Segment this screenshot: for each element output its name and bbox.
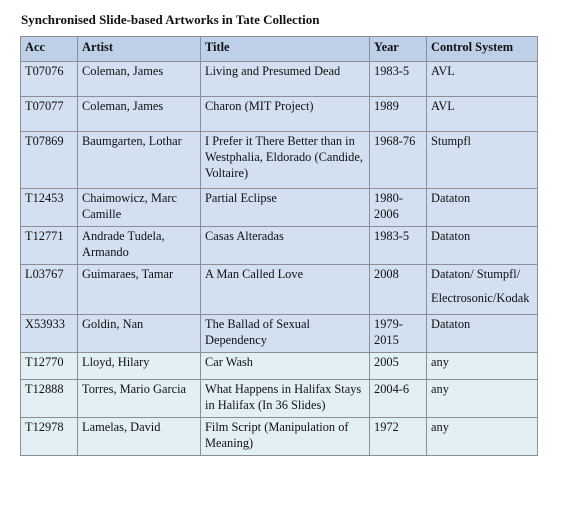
cell-control-system: any <box>427 418 538 456</box>
cell-year: 1983-5 <box>370 62 427 97</box>
cell-acc: T12770 <box>21 353 78 380</box>
cell-control-system: Dataton <box>427 227 538 265</box>
cell-year: 2005 <box>370 353 427 380</box>
cell-artist: Baumgarten, Lothar <box>78 132 201 189</box>
column-header-artist: Artist <box>78 37 201 62</box>
cell-artist: Torres, Mario Garcia <box>78 380 201 418</box>
cell-control-system <box>427 265 538 315</box>
cell-title: Film Script (Manipulation of Meaning) <box>201 418 370 456</box>
cell-title: Car Wash <box>201 353 370 380</box>
cell-artist: Coleman, James <box>78 62 201 97</box>
cell-year: 1980-2006 <box>370 189 427 227</box>
table-header-row <box>21 37 538 62</box>
table-row <box>21 189 538 227</box>
cell-acc: T12771 <box>21 227 78 265</box>
table-row <box>21 315 538 353</box>
cell-artist: Coleman, James <box>78 97 201 132</box>
cell-title: A Man Called Love <box>201 265 370 315</box>
table-row <box>21 227 538 265</box>
cell-year: 1968-76 <box>370 132 427 189</box>
cell-acc: T07077 <box>21 97 78 132</box>
cell-control-system: any <box>427 353 538 380</box>
cell-acc: T12453 <box>21 189 78 227</box>
column-header-year: Year <box>370 37 427 62</box>
cell-year: 1989 <box>370 97 427 132</box>
cell-control-system: any <box>427 380 538 418</box>
cell-acc: T12888 <box>21 380 78 418</box>
cell-artist: Andrade Tudela, Armando <box>78 227 201 265</box>
column-header-acc: Acc <box>21 37 78 62</box>
cell-title: Charon (MIT Project) <box>201 97 370 132</box>
table-row <box>21 380 538 418</box>
cell-year: 2008 <box>370 265 427 315</box>
cell-artist: Chaimowicz, Marc Camille <box>78 189 201 227</box>
cell-year: 1979-2015 <box>370 315 427 353</box>
cell-year: 1983-5 <box>370 227 427 265</box>
cell-title: The Ballad of Sexual Dependency <box>201 315 370 353</box>
cell-control-system: AVL <box>427 62 538 97</box>
cell-control-system: Stumpfl <box>427 132 538 189</box>
table-row <box>21 265 538 315</box>
cell-control-system: AVL <box>427 97 538 132</box>
artworks-table <box>20 36 538 456</box>
control-system-line: Dataton/ Stumpfl/ <box>431 267 521 281</box>
cell-title: What Happens in Halifax Stays in Halifax (In 36 Slides) <box>201 380 370 418</box>
table-row <box>21 418 538 456</box>
table-row <box>21 353 538 380</box>
cell-control-system: Dataton <box>427 315 538 353</box>
cell-acc: X53933 <box>21 315 78 353</box>
cell-artist: Goldin, Nan <box>78 315 201 353</box>
column-header-title: Title <box>201 37 370 62</box>
cell-acc: T07076 <box>21 62 78 97</box>
cell-title: Living and Presumed Dead <box>201 62 370 97</box>
cell-title: I Prefer it There Better than in Westphalia, Eldorado (Candide, Voltaire) <box>201 132 370 189</box>
control-system-line: Electrosonic/Kodak <box>431 291 530 305</box>
cell-acc: T12978 <box>21 418 78 456</box>
cell-artist: Lloyd, Hilary <box>78 353 201 380</box>
cell-title: Casas Alteradas <box>201 227 370 265</box>
cell-control-system: Dataton <box>427 189 538 227</box>
cell-acc: L03767 <box>21 265 78 315</box>
table-row <box>21 97 538 132</box>
cell-artist: Guimaraes, Tamar <box>78 265 201 315</box>
column-header-control-system: Control System <box>427 37 538 62</box>
cell-artist: Lamelas, David <box>78 418 201 456</box>
cell-title: Partial Eclipse <box>201 189 370 227</box>
document-title: Synchronised Slide-based Artworks in Tate Collection <box>21 12 320 27</box>
cell-year: 1972 <box>370 418 427 456</box>
table-row <box>21 62 538 97</box>
cell-year: 2004-6 <box>370 380 427 418</box>
cell-acc: T07869 <box>21 132 78 189</box>
table-row <box>21 132 538 189</box>
